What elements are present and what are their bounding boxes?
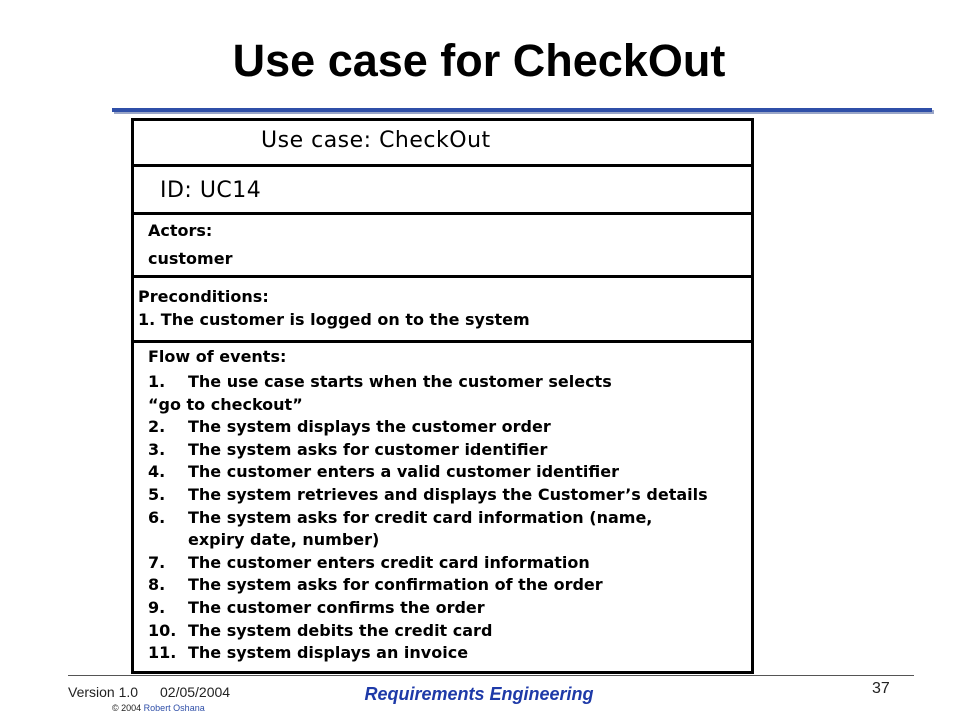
flow-step-text: “go to checkout” bbox=[148, 394, 303, 414]
flow-step-number: 2. bbox=[148, 417, 166, 437]
flow-step bbox=[148, 416, 708, 439]
flow-step bbox=[148, 484, 708, 507]
flow-step-text: The use case starts when the customer selects bbox=[188, 372, 612, 391]
footer-date: 02/05/2004 bbox=[160, 684, 231, 700]
flow-step-text: The system displays an invoice bbox=[188, 643, 469, 663]
actors-heading: Actors: bbox=[148, 221, 213, 240]
copyright-prefix: © 2004 bbox=[112, 703, 142, 713]
flow-step bbox=[148, 507, 708, 530]
flow-step bbox=[148, 439, 708, 462]
precondition-item bbox=[138, 310, 530, 329]
flow-step-text: The customer enters credit card information bbox=[188, 552, 590, 572]
flow-step-text: The customer confirms the order bbox=[188, 597, 485, 617]
flow-step-number: 11. bbox=[148, 643, 177, 663]
flow-step-number: 6. bbox=[148, 507, 166, 527]
flow-heading: Flow of events: bbox=[148, 347, 287, 366]
flow-step-number: 5. bbox=[148, 484, 166, 504]
preconditions-row bbox=[134, 281, 751, 343]
use-case-table bbox=[131, 118, 754, 674]
flow-step-text: The system asks for customer identifier bbox=[188, 439, 548, 459]
use-case-name-row bbox=[134, 121, 751, 167]
flow-step bbox=[148, 597, 708, 620]
preconditions-heading: Preconditions: bbox=[138, 287, 269, 306]
footer-version: Version 1.0 bbox=[68, 684, 139, 700]
precondition-text: The customer is logged on to the system bbox=[160, 310, 530, 329]
flow-step-text: expiry date, number) bbox=[188, 530, 380, 550]
use-case-name: Use case: CheckOut bbox=[261, 128, 491, 153]
footer-course-title: Requirements Engineering bbox=[364, 684, 594, 704]
flow-step-text: The system debits the credit card bbox=[188, 620, 493, 640]
flow-step-number: 7. bbox=[148, 552, 166, 572]
title-underline bbox=[112, 108, 932, 112]
flow-of-events-row bbox=[134, 343, 751, 671]
flow-step bbox=[148, 371, 708, 394]
flow-step-number: 8. bbox=[148, 575, 166, 595]
flow-list bbox=[148, 371, 708, 665]
actors-row bbox=[134, 218, 751, 278]
copyright-author: Robert Oshana bbox=[143, 703, 205, 713]
flow-step-number: 9. bbox=[148, 597, 166, 617]
slide-title: Use case for CheckOut bbox=[232, 35, 726, 86]
flow-step-continuation bbox=[148, 394, 708, 417]
flow-step-continuation bbox=[148, 529, 708, 552]
footer-divider bbox=[68, 675, 914, 676]
precondition-number: 1. bbox=[138, 310, 156, 329]
flow-step-text: The system asks for confirmation of the order bbox=[188, 575, 603, 595]
flow-step-number: 4. bbox=[148, 462, 166, 482]
flow-step bbox=[148, 574, 708, 597]
page-number: 37 bbox=[872, 680, 890, 697]
flow-step-text: The system asks for credit card information (name, bbox=[188, 507, 653, 527]
flow-step-text: The system retrieves and displays the Customer’s details bbox=[188, 484, 708, 504]
flow-step bbox=[148, 620, 708, 643]
flow-step-text: The customer enters a valid customer identifier bbox=[188, 462, 619, 482]
flow-step-number: 3. bbox=[148, 439, 166, 459]
actor-item: customer bbox=[148, 249, 233, 268]
use-case-id-row bbox=[134, 170, 751, 215]
use-case-id: ID: UC14 bbox=[160, 178, 262, 203]
flow-step bbox=[148, 552, 708, 575]
flow-step-text: The system displays the customer order bbox=[188, 417, 551, 437]
flow-step-number: 10. bbox=[148, 620, 177, 640]
flow-step bbox=[148, 461, 708, 484]
flow-step-number: 1. bbox=[148, 372, 166, 391]
flow-step bbox=[148, 642, 708, 665]
